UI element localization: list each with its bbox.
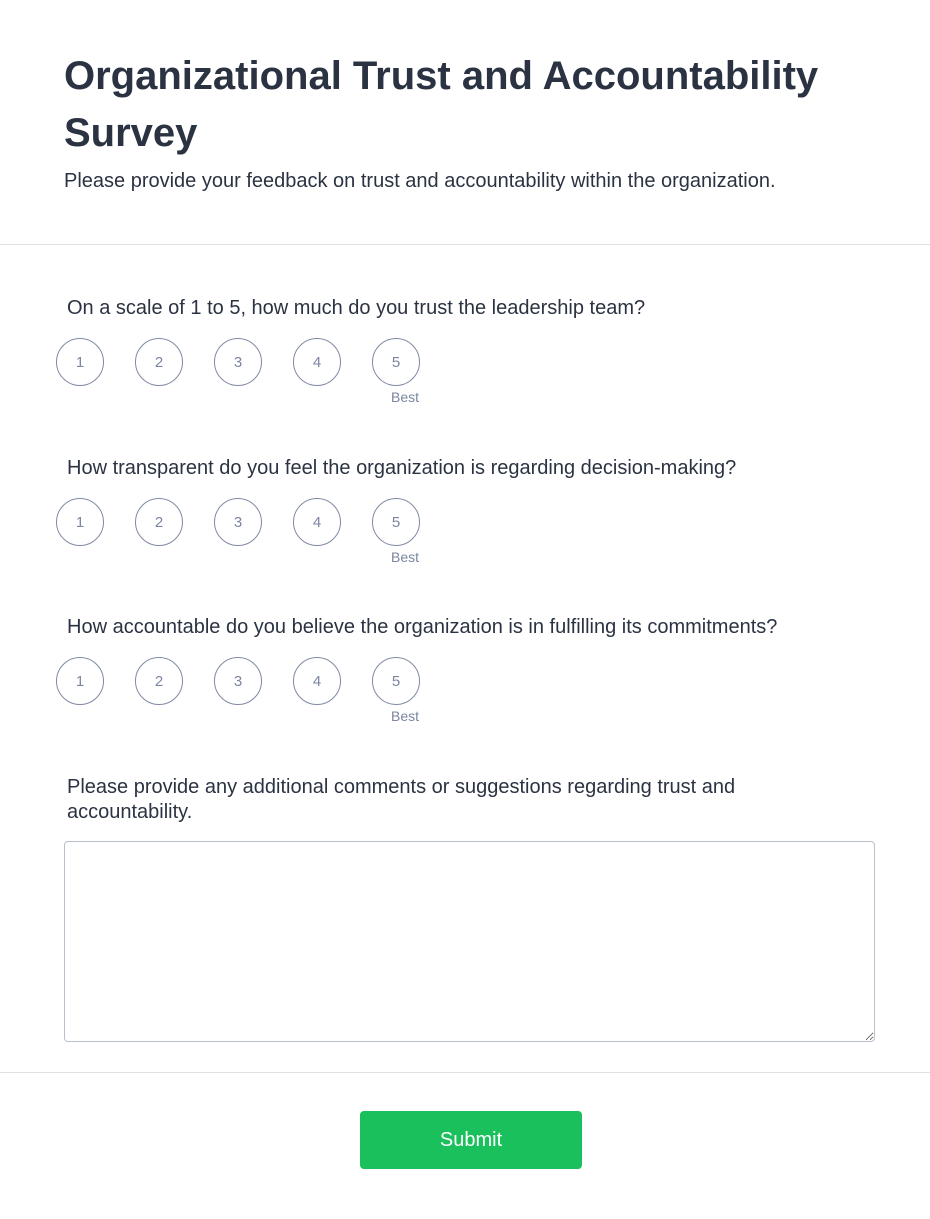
rating-option-3[interactable]: 3 [214,657,262,705]
rating-option-2[interactable]: 2 [135,338,183,386]
submit-button[interactable]: Submit [360,1111,582,1169]
rating-scale [56,498,456,548]
rating-option-5[interactable]: 5 [372,657,420,705]
rating-scale [56,338,456,388]
rating-option-4[interactable]: 4 [293,338,341,386]
rating-option-5[interactable]: 5 [372,498,420,546]
rating-option-4[interactable]: 4 [293,657,341,705]
rating-option-1[interactable]: 1 [56,338,104,386]
page-title: Organizational Trust and Accountability Survey [64,54,819,155]
question-label: On a scale of 1 to 5, how much do you trust the leadership team? [67,297,646,319]
page-subtitle: Please provide your feedback on trust and accountability within the organization. [64,170,776,192]
footer-divider [0,1072,930,1073]
question-label: How transparent do you feel the organization is regarding decision-making? [67,457,737,479]
comments-textarea[interactable] [64,841,875,1042]
rating-option-3[interactable]: 3 [214,338,262,386]
best-label: Best [391,708,420,724]
rating-option-3[interactable]: 3 [214,498,262,546]
best-label: Best [391,549,420,565]
rating-option-2[interactable]: 2 [135,498,183,546]
best-label: Best [391,389,420,405]
survey-header [0,0,930,245]
rating-option-2[interactable]: 2 [135,657,183,705]
rating-option-4[interactable]: 4 [293,498,341,546]
rating-option-5[interactable]: 5 [372,338,420,386]
rating-scale [56,657,456,707]
question-label: How accountable do you believe the organization is in fulfilling its commitments? [67,616,778,638]
comments-label: Please provide any additional comments or suggestions regarding trust and accountability. [67,776,736,823]
rating-option-1[interactable]: 1 [56,657,104,705]
rating-option-1[interactable]: 1 [56,498,104,546]
